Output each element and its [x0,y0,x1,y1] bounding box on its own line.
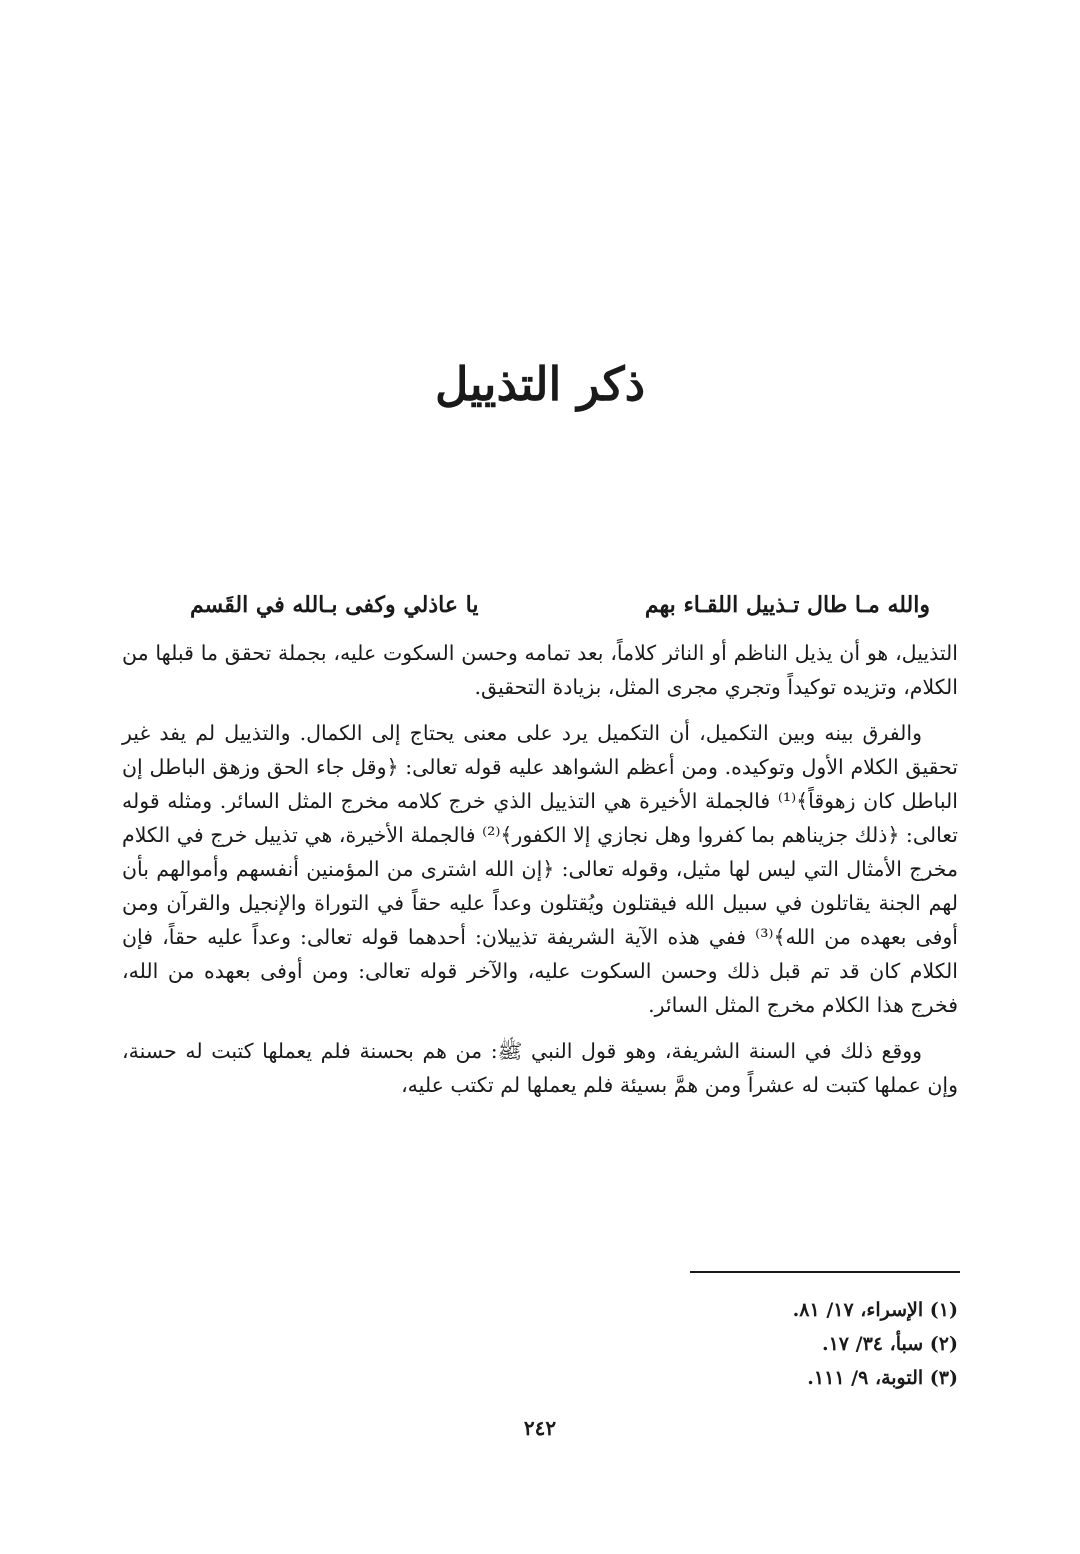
verse-first-hemistich: والله مـا طال تـذييل اللقـاء بهم [644,592,930,618]
page-number: ٢٤٢ [523,1416,557,1440]
paragraph-difference: والفرق بينه وبين التكميل، أن التكميل يرد على معنى يحتاج إلى الكمال. والتذييل لم يفد غير تحقيق الكلام الأول وتوكيده. ومن أعظم الشواهد عليه قوله تعالى: ﴿وقل جاء الحق وزهق الباطل إن الباطل كان زهوقاً﴾⁽¹⁾ فالجملة الأخيرة هي التذييل الذي خرج كلامه مخرج المثل السائر. ومثله قوله تعالى: ﴿ذلك جزيناهم بما كفروا وهل نجازي إلا الكفور﴾⁽²⁾ فالجملة الأخيرة، هي تذييل خرج في الكلام مخرج الأمثال التي ليس لها مثيل، وقوله تعالى: ﴿إن الله اشترى من المؤمنين أنفسهم وأموالهم بأن لهم الجنة يقاتلون في سبيل الله فيقتلون ويُقتلون وعداً عليه حقاً في التوراة والإنجيل والقرآن ومن أوفى بعهده من الله﴾⁽³⁾ ففي هذه الآية الشريفة تذييلان: أحدهما قوله تعالى: وعداً عليه حقاً، فإن الكلام كان قد تم قبل ذلك وحسن السكوت عليه، والآخر قوله تعالى: ومن أوفى بعهده من الله، فخرج هذا الكلام مخرج المثل السائر. [122,721,958,1017]
footnote-item: (٣) التوبة، ٩/ ١١١. [807,1367,958,1389]
footnote-item: (١) الإسراء، ١٧/ ٨١. [792,1299,958,1321]
footnote-separator [690,1271,960,1273]
body-text [122,636,958,1114]
footnotes [458,1293,958,1395]
poetry-verse [150,585,930,625]
chapter-title: ذكر التذييل [434,357,646,411]
paragraph-definition: التذييل، هو أن يذيل الناظم أو الناثر كلاماً، بعد تمامه وحسن السكوت عليه، بجملة تحقق ما قبلها من الكلام، وتزيده توكيداً وتجري مجرى المثل، بزيادة التحقيق. [122,641,958,699]
verse-second-hemistich: يا عاذلي وكفى بـالله في القَسم [190,592,479,618]
footnote-item: (٢) سبأ، ٣٤/ ١٧. [821,1333,958,1355]
paragraph-sunnah: ووقع ذلك في السنة الشريفة، وهو قول النبي ﷺ: من هم بحسنة فلم يعملها كتبت له حسنة، وإن عملها كتبت له عشراً ومن همَّ بسيئة فلم يعملها لم تكتب عليه، [122,1039,958,1097]
